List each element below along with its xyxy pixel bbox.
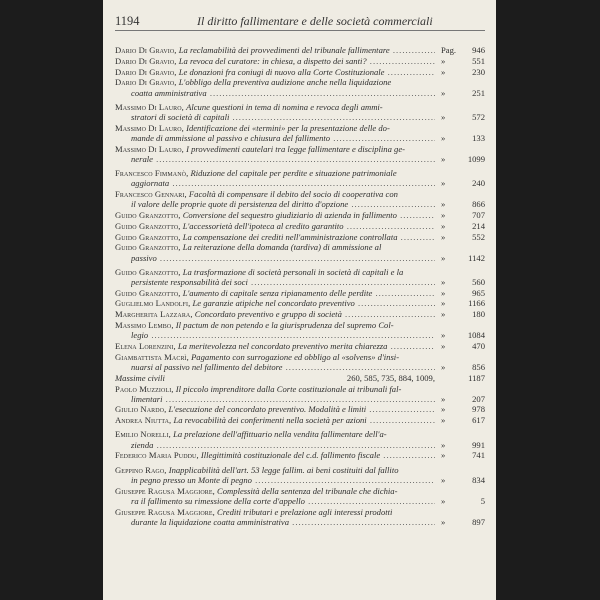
- entry-title: Il piccolo imprenditore dalla Corte costituzionale ai tribunali fal-: [175, 383, 402, 394]
- page-prefix: »: [441, 439, 446, 450]
- entry-line: [115, 394, 485, 404]
- entry-author: Giuseppe Ragusa Maggiore,: [115, 485, 215, 496]
- entry-text: [115, 168, 435, 178]
- entry-line: [115, 168, 485, 178]
- entry-author: Margherita Lazzara,: [115, 309, 193, 320]
- index-entries: [115, 45, 485, 528]
- entry-page-ref: [435, 112, 485, 122]
- page-number-ref: 946: [472, 45, 485, 55]
- entry-page-ref: [435, 133, 485, 143]
- index-entry: [115, 102, 485, 122]
- page-prefix: »: [441, 66, 446, 77]
- entry-page-ref: [435, 178, 485, 188]
- page-number-ref: 470: [472, 340, 485, 351]
- entry-line: [115, 440, 485, 450]
- entry-line: [115, 144, 485, 154]
- entry-page-ref: [435, 341, 485, 351]
- entry-title: L'obbligo della preventiva audizione anche nella liquidazione: [178, 77, 392, 88]
- index-entry: [115, 242, 485, 262]
- entry-author: Francesco Gennari,: [115, 189, 187, 199]
- page-prefix: »: [441, 495, 446, 506]
- entry-line: [115, 496, 485, 506]
- index-entry: [115, 341, 485, 351]
- entry-line: [115, 320, 485, 330]
- entry-title: persistente responsabilità dei soci: [131, 276, 248, 287]
- entry-author: Guido Granzotto,: [115, 242, 181, 253]
- entry-title: Le donazioni fra coniugi di nuovo alla Corte Costituzionale: [178, 66, 385, 77]
- index-entry: [115, 298, 485, 308]
- entry-page-ref: [435, 232, 485, 242]
- entry-text: [115, 267, 435, 277]
- entry-line: [115, 178, 485, 188]
- entry-text: [131, 112, 435, 122]
- page-number-ref: 834: [472, 474, 485, 485]
- entry-text: [115, 384, 435, 394]
- page-prefix: »: [441, 220, 446, 231]
- index-entry: [115, 404, 485, 414]
- entry-page-ref: [435, 415, 485, 425]
- entry-line: [115, 475, 485, 485]
- page-number-ref: 1166: [468, 298, 485, 309]
- page-prefix: »: [441, 55, 446, 66]
- index-entry: [115, 450, 485, 460]
- entry-text: [131, 330, 435, 340]
- entry-title: zienda: [131, 439, 154, 450]
- page-number-ref: 1142: [468, 252, 485, 263]
- entry-author: Guido Granzotto,: [115, 209, 181, 220]
- entry-title: stratori di società di capitali: [131, 111, 230, 122]
- entry-page-ref: [435, 154, 485, 164]
- entry-text: [115, 67, 435, 77]
- entry-line: [115, 45, 485, 55]
- entry-text: [115, 221, 435, 231]
- page-number-ref: 991: [472, 439, 485, 450]
- index-entry: [115, 232, 485, 242]
- entry-title: ra il fallimento su rimessione della corte d'appello: [131, 495, 305, 506]
- page-prefix: »: [441, 111, 446, 122]
- entry-page-ref: [435, 475, 485, 485]
- entry-page-ref: [435, 199, 485, 209]
- entry-title: La meritevolezza nel concordato preventivo merita chiarezza: [177, 340, 388, 351]
- entry-text: [115, 429, 435, 439]
- page-prefix: »: [441, 199, 446, 210]
- page-prefix: »: [441, 474, 446, 485]
- entry-title: Concordato preventivo e gruppo di società: [194, 309, 342, 320]
- page-prefix: »: [441, 287, 446, 298]
- page-prefix: »: [441, 330, 446, 341]
- page-number-ref: 856: [472, 361, 485, 372]
- index-entry: [115, 352, 485, 372]
- entry-page-ref: [435, 221, 485, 231]
- entry-author: Massimo Di Lauro,: [115, 101, 184, 112]
- entry-title: Le garanzie atipiche nel concordato preventivo: [192, 298, 355, 309]
- page-prefix: »: [441, 231, 446, 242]
- entry-line: [115, 253, 485, 263]
- entry-line: [115, 88, 485, 98]
- index-entry: [115, 415, 485, 425]
- entry-page-ref: [435, 330, 485, 340]
- entry-title: in pegno presso un Monte di pegno: [131, 474, 252, 485]
- entry-text: [115, 102, 435, 112]
- index-entry: [115, 45, 485, 55]
- entry-text: [115, 298, 435, 308]
- page-prefix: »: [441, 450, 446, 461]
- index-entry: [115, 288, 485, 298]
- entry-title: Alcune questioni in tema di nomina e revoca degli ammi-: [186, 101, 383, 112]
- entry-title: durante la liquidazione coatta amministrativa: [131, 516, 290, 527]
- entry-page-ref: [435, 45, 485, 55]
- page-number-ref: 207: [472, 393, 485, 404]
- entry-text: [115, 309, 435, 319]
- index-entry: [115, 267, 485, 287]
- entry-title: Identificazione dei «termini» per la presentazione delle do-: [186, 122, 390, 133]
- entry-title: Pagamento con surrogazione ed obbligo al «solvens» d'insi-: [191, 351, 400, 362]
- page-number-ref: 251: [472, 87, 485, 98]
- entry-author: Guido Granzotto,: [115, 266, 181, 277]
- entry-author: Dario Di Gravio,: [115, 45, 177, 55]
- entry-author: Emilio Norelli,: [115, 429, 171, 440]
- page-number-ref: 240: [472, 178, 485, 189]
- entry-text: [115, 56, 435, 66]
- entry-page-ref: [435, 210, 485, 220]
- entry-line: [115, 199, 485, 209]
- entry-page-ref: [435, 298, 485, 308]
- entry-page-ref: [435, 67, 485, 77]
- entry-text: [115, 77, 435, 87]
- page-prefix: »: [441, 153, 446, 164]
- index-entry: [115, 67, 485, 77]
- entry-title: mande di ammissione al passivo e chiusura del fallimento: [131, 132, 331, 143]
- entry-title: Facoltà di compensare il debito del socio di cooperativa con: [188, 189, 398, 199]
- entry-text: [131, 362, 435, 372]
- entry-title: coatta amministrativa: [131, 87, 207, 98]
- page-number-ref: 897: [472, 516, 485, 527]
- entry-text: [115, 320, 435, 330]
- entry-text: [115, 415, 435, 425]
- entry-line: [115, 133, 485, 143]
- book-page: [103, 0, 496, 600]
- index-entry: [115, 221, 485, 231]
- index-entry: [115, 507, 485, 527]
- entry-author: Federico Maria Puddu,: [115, 450, 199, 461]
- entry-author: Paolo Muzzioli,: [115, 383, 174, 394]
- page-header: [115, 14, 485, 31]
- entry-text: [115, 288, 435, 298]
- page-number: 1194: [115, 14, 140, 28]
- page-number-ref: 978: [472, 404, 485, 415]
- entry-text: [131, 394, 435, 404]
- entry-title: Riduzione del capitale per perdite e situazione patrimoniale: [190, 168, 397, 179]
- page-prefix: Pag.: [441, 45, 457, 55]
- entry-author: Guglielmo Landolfi,: [115, 298, 191, 309]
- entry-text: [115, 507, 435, 517]
- entry-line: [115, 362, 485, 372]
- index-entry: [115, 56, 485, 66]
- entry-page-ref: [435, 277, 485, 287]
- entry-title: nuarsi al passivo nel fallimento del debitore: [131, 361, 283, 372]
- page-prefix: »: [441, 178, 446, 189]
- page-number-ref: 572: [472, 111, 485, 122]
- entry-text: [131, 178, 435, 188]
- entry-text: [115, 189, 435, 199]
- entry-line: [115, 77, 485, 87]
- page-number-ref: 1099: [467, 153, 485, 164]
- page-number-ref: 551: [472, 55, 485, 66]
- entry-line: [115, 330, 485, 340]
- entry-title: Inapplicabilità dell'art. 53 legge fallim. ai beni costituiti dal fallito: [168, 464, 399, 475]
- entry-title: La revocabilità dei conferimenti nella società per azioni: [173, 415, 367, 426]
- entry-title: aggiornata: [131, 178, 170, 189]
- index-entry: [115, 144, 485, 164]
- page-prefix: »: [441, 340, 446, 351]
- entry-page-ref: [435, 517, 485, 527]
- entry-author: Giambattista Macrì,: [115, 351, 189, 362]
- entry-title: L'esecuzione del concordato preventivo. Modalità e limiti: [168, 404, 367, 415]
- entry-text: [131, 475, 435, 485]
- entry-line: [115, 298, 485, 308]
- entry-page-ref: [435, 496, 485, 506]
- entry-author: Dario Di Gravio,: [115, 77, 177, 88]
- entry-line: [115, 56, 485, 66]
- entry-line: [115, 67, 485, 77]
- entry-page-ref: [435, 450, 485, 460]
- running-title: Il diritto fallimentare e delle società commerciali: [197, 14, 433, 28]
- page-number-ref: 741: [472, 450, 485, 461]
- entry-line: [115, 384, 485, 394]
- entry-title: I provvedimenti cautelari tra legge fallimentare e disciplina ge-: [186, 143, 406, 154]
- entry-line: [115, 221, 485, 231]
- entry-author: Massimo Di Lauro,: [115, 143, 184, 154]
- entry-author: Guido Granzotto,: [115, 231, 181, 242]
- entry-line: [115, 352, 485, 362]
- entry-text: [115, 210, 435, 220]
- entry-line: [115, 112, 485, 122]
- entry-line: [115, 288, 485, 298]
- page-prefix: »: [441, 132, 446, 143]
- entry-title: Complessità della sentenza del tribunale che dichia-: [217, 485, 398, 496]
- page-prefix: »: [441, 276, 446, 287]
- page-number-ref: 552: [472, 231, 485, 242]
- page-number-ref: 617: [472, 415, 485, 426]
- entry-line: [115, 277, 485, 287]
- entry-author: Andrea Niutta,: [115, 415, 172, 426]
- page-prefix: »: [441, 252, 446, 263]
- page-number-ref: 866: [472, 199, 485, 210]
- entry-text: [115, 404, 435, 414]
- entry-author: Giulio Nardo,: [115, 404, 167, 415]
- entry-text: [115, 352, 435, 362]
- entry-text: [115, 465, 435, 475]
- entry-author: Dario Di Gravio,: [115, 66, 177, 77]
- entry-title: il valore delle proprie quote di persistenza del diritto d'opzione: [131, 199, 349, 210]
- entry-line: [115, 465, 485, 475]
- entry-author: Massimo Di Lauro,: [115, 122, 184, 133]
- entry-title: La reclamabilità dei provvedimenti del tribunale fallimentare: [178, 45, 390, 55]
- entry-author: Dario Di Gravio,: [115, 55, 177, 66]
- index-entry: [115, 77, 485, 97]
- entry-author: Geppino Rago,: [115, 464, 167, 475]
- page-number-ref: 560: [472, 276, 485, 287]
- entry-massime-label: Massime civili: [115, 372, 165, 383]
- index-entry: [115, 309, 485, 319]
- page-number-ref: 230: [472, 66, 485, 77]
- index-entry: [115, 429, 485, 449]
- entry-title: nerale: [131, 153, 153, 164]
- entry-title: L'aumento di capitale senza ripianamento delle perdite: [182, 287, 373, 298]
- entry-author: Guido Granzotto,: [115, 220, 181, 231]
- entry-line: [115, 154, 485, 164]
- page-prefix: »: [441, 298, 446, 309]
- entry-line: [115, 450, 485, 460]
- index-entry: [115, 123, 485, 143]
- entry-title: La prelazione dell'affittuario nella vendita fallimentare dell'a-: [173, 429, 387, 440]
- entry-line: [115, 267, 485, 277]
- entry-line: [115, 415, 485, 425]
- page-prefix: »: [441, 404, 446, 415]
- entry-text: [115, 144, 435, 154]
- entry-author: Francesco Fimmanò,: [115, 168, 189, 179]
- entry-title: La trasformazione di società personali in società di capitali e la: [182, 266, 404, 277]
- page-number-ref: 1187: [468, 372, 485, 383]
- entry-title: Crediti tributari e prelazione agli interessi prodotti: [217, 506, 393, 517]
- entry-page-ref: [435, 440, 485, 450]
- entry-title: passivo: [131, 252, 157, 263]
- entry-line: [115, 373, 485, 383]
- page-number-ref: 214: [472, 220, 485, 231]
- entry-line: [115, 102, 485, 112]
- entry-text: [115, 232, 435, 242]
- index-entry: [115, 465, 485, 485]
- entry-text: [131, 440, 435, 450]
- page-prefix: »: [441, 209, 446, 220]
- entry-text: [131, 277, 435, 287]
- entry-page-ref: [435, 88, 485, 98]
- entry-title: Il pactum de non petendo e la giurisprudenza del supremo Col-: [175, 320, 394, 330]
- index-entry: [115, 189, 485, 209]
- page-number-ref: 5: [480, 495, 485, 506]
- entry-title: Conversione del sequestro giudiziario di azienda in fallimento: [182, 209, 397, 220]
- entry-text: [131, 517, 435, 527]
- index-entry: [115, 320, 485, 340]
- entry-text: [115, 486, 435, 496]
- entry-page-ref: [435, 404, 485, 414]
- entry-title: limentari: [131, 393, 163, 404]
- entry-page-ref: [435, 309, 485, 319]
- entry-line: [115, 242, 485, 252]
- entry-page-ref: [435, 373, 485, 383]
- entry-text: [131, 154, 435, 164]
- page-number-ref: 965: [472, 287, 485, 298]
- index-entry: [115, 486, 485, 506]
- entry-title: La reiterazione della domanda (tardiva) di ammissione al: [182, 242, 382, 253]
- page-prefix: »: [441, 516, 446, 527]
- entry-author: Massimo Lembo,: [115, 320, 174, 330]
- entry-text: [131, 133, 435, 143]
- page-number-ref: 180: [472, 309, 485, 320]
- entry-text: [115, 341, 435, 351]
- entry-text: [115, 123, 435, 133]
- index-entry: [115, 168, 485, 188]
- entry-title: 260, 585, 735, 884, 1009,: [346, 372, 435, 383]
- entry-title: Illegittimità costituzionale del c.d. fallimento fiscale: [200, 450, 381, 461]
- entry-page-ref: [435, 56, 485, 66]
- entry-author: Giuseppe Ragusa Maggiore,: [115, 506, 215, 517]
- page-prefix: »: [441, 393, 446, 404]
- entry-text: [115, 45, 435, 55]
- index-entry: [115, 384, 485, 404]
- entry-title: La compensazione dei crediti nell'amministrazione controllata: [182, 231, 398, 242]
- entry-author: Guido Granzotto,: [115, 287, 181, 298]
- page-number-ref: 707: [472, 209, 485, 220]
- entry-line: [115, 309, 485, 319]
- page-prefix: »: [441, 361, 446, 372]
- page-number-ref: 1084: [467, 330, 485, 341]
- entry-text: [115, 450, 435, 460]
- index-entry: [115, 210, 485, 220]
- page-prefix: »: [441, 415, 446, 426]
- page-prefix: »: [441, 87, 446, 98]
- entry-text: [131, 199, 435, 209]
- entry-text: [131, 88, 435, 98]
- entry-line: [115, 486, 485, 496]
- entry-line: [115, 189, 485, 199]
- entry-text: [131, 253, 435, 263]
- page-number-ref: 133: [472, 132, 485, 143]
- entry-line: [115, 232, 485, 242]
- entry-line: [115, 123, 485, 133]
- entry-title: La revoca del curatore: in chiesa, a dispetto dei santi?: [178, 55, 367, 66]
- entry-line: [115, 517, 485, 527]
- entry-line: [115, 429, 485, 439]
- entry-page-ref: [435, 394, 485, 404]
- entry-line: [115, 341, 485, 351]
- entry-line: [115, 210, 485, 220]
- entry-line: [115, 507, 485, 517]
- entry-author: Elena Lorenzini,: [115, 340, 176, 351]
- entry-page-ref: [435, 362, 485, 372]
- entry-text: [115, 242, 435, 252]
- entry-title: L'accessorietà dell'ipoteca al credito garantito: [182, 220, 344, 231]
- entry-title: legio: [131, 330, 149, 341]
- index-entry: [115, 373, 485, 383]
- entry-text: [131, 496, 435, 506]
- entry-page-ref: [435, 253, 485, 263]
- entry-text: [115, 373, 435, 383]
- entry-page-ref: [435, 288, 485, 298]
- page-prefix: »: [441, 309, 446, 320]
- entry-line: [115, 404, 485, 414]
